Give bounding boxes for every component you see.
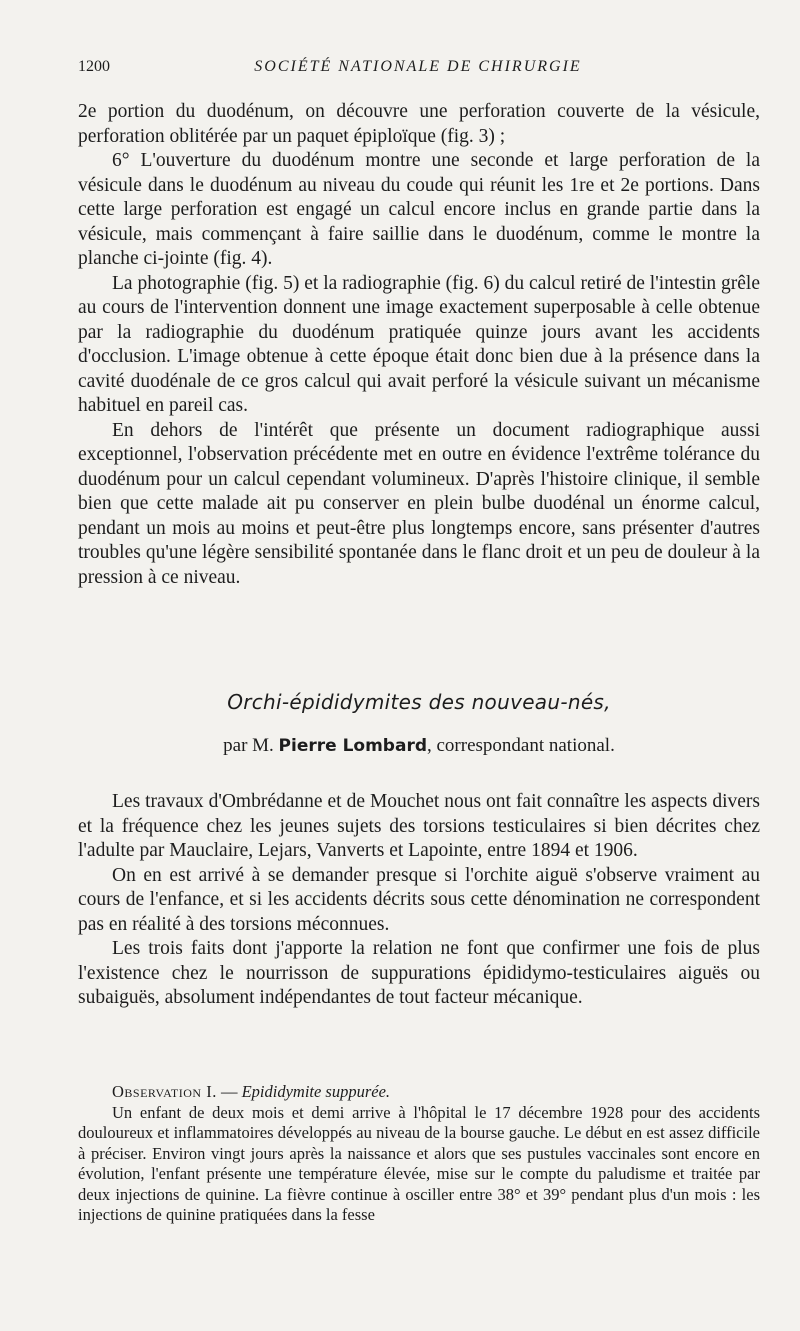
paragraph: La photographie (fig. 5) et la radiographie (fig. 6) du calcul retiré de l'intestin grêle au cours de l'intervention donnent une image exactement superposable à celle obtenue par la radiographie du duodénum pratiquée quinze jours avant les accidents d'occlusion. L'image obtenue à cette époque était donc bien due à la présence dans la cavité duodénale de ce gros calcul qui avait perforé la vésicule suivant un mécanisme habituel en pareil cas. — [78, 272, 760, 416]
page-number: 1200 — [78, 58, 110, 75]
paragraph: 6° L'ouverture du duodénum montre une seconde et large perforation de la vésicule dans le duodénum au niveau du coude qui réunit les 1re et 2e portions. Dans cette large perforation est engagé un calcul encore inclus en grande partie dans la vésicule, mais commençant à faire saillie dans le duodénum, comme le montre la planche ci-jointe (fig. 4). — [78, 150, 760, 269]
paragraph: Les trois faits dont j'apporte la relation ne font que confirmer une fois de plus l'existence chez le nourrisson de suppurations épididymo-testiculaires aiguës ou subaiguës, absolument indépendantes de tout facteur mécanique. — [78, 938, 760, 1008]
byline-prefix: par M. — [223, 735, 274, 756]
running-head: SOCIÉTÉ NATIONALE DE CHIRURGIE — [254, 58, 582, 75]
author-name: Pierre Lombard — [278, 736, 427, 756]
observation-block — [78, 1082, 760, 1226]
body-text — [78, 100, 760, 590]
intro-text — [78, 790, 760, 1011]
observation-title: Epididymite suppurée. — [241, 1082, 391, 1101]
byline — [78, 735, 760, 757]
observation-dash: — — [216, 1082, 242, 1101]
paragraph: 2e portion du duodénum, on découvre une perforation couverte de la vésicule, perforation oblitérée par un paquet épiploïque (fig. 3) ; — [78, 101, 760, 147]
paragraph: Les travaux d'Ombrédanne et de Mouchet nous ont fait connaître les aspects divers et la fréquence chez les jeunes sujets des torsions testiculaires si bien décrites chez l'adulte par Mauclaire, Lejars, Vanverts et Lapointe, entre 1894 et 1906. — [78, 791, 760, 861]
paragraph: On en est arrivé à se demander presque si l'orchite aiguë s'observe vraiment au cours de l'enfance, et si les accidents décrits sous cette dénomination ne correspondent pas en réalité à des torsions méconnues. — [78, 864, 760, 935]
section-title: Orchi-épididymites des nouveau-nés, — [227, 690, 611, 714]
observation-heading — [78, 1082, 760, 1103]
byline-suffix: , correspondant national. — [427, 735, 615, 756]
observation-label: Observation I. — [112, 1082, 217, 1101]
observation-text: Un enfant de deux mois et demi arrive à l'hôpital le 17 décembre 1928 pour des accidents douloureux et inflammatoires développés au niveau de la bourse gauche. Le début en est assez difficile à préciser. Environ vingt jours après la naissance et alors que ses pustules vaccinales sont encore en évolution, l'enfant présente une température élevée, mise sur le compte du paludisme et traitée par deux injections de quinine. La fièvre continue à osciller entre 38° et 39° pendant plus d'un mois : les injections de quinine pratiquées dans la fesse — [78, 1102, 760, 1224]
page-header — [78, 58, 760, 84]
paragraph: En dehors de l'intérêt que présente un document radiographique aussi exceptionnel, l'observation précédente met en outre en évidence l'extrême tolérance du duodénum pour un calcul cependant volumineux. D'après l'histoire clinique, il semble bien que cette malade ait pu conserver en plein bulbe duodénal un énorme calcul, pendant un mois au moins et peut-être plus longtemps encore, sans présenter d'autres troubles qu'une légère sensibilité spontanée dans le flanc droit et un peu de douleur à la pression à ce niveau. — [78, 419, 760, 588]
